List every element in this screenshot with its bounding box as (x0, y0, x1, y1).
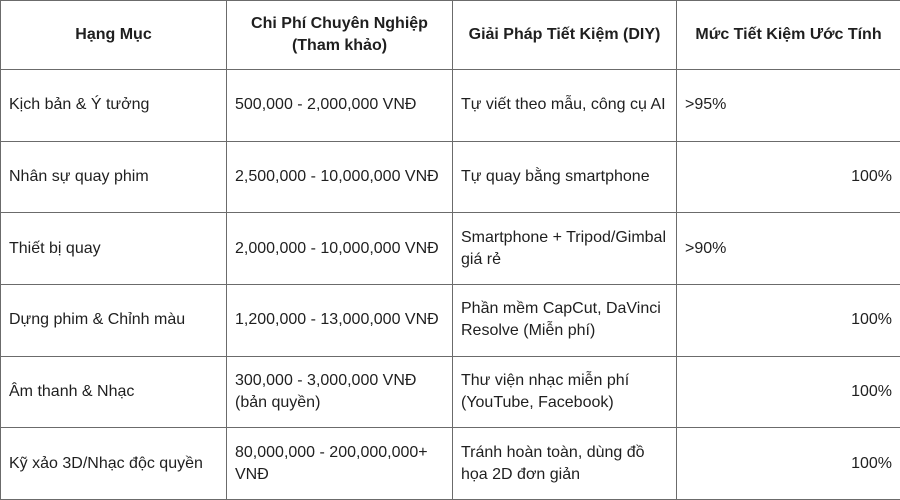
cell-saving: 100% (677, 141, 900, 213)
cell-item: Dựng phim & Chỉnh màu (1, 284, 227, 356)
cell-cost: 300,000 - 3,000,000 VNĐ (bản quyền) (227, 356, 453, 428)
cell-saving: 100% (677, 284, 900, 356)
cell-cost: 80,000,000 - 200,000,000+ VNĐ (227, 428, 453, 500)
cell-solution: Tự viết theo mẫu, công cụ AI (453, 70, 677, 142)
cell-saving: >90% (677, 213, 900, 285)
cell-cost: 2,000,000 - 10,000,000 VNĐ (227, 213, 453, 285)
cell-solution: Smartphone + Tripod/Gimbal giá rẻ (453, 213, 677, 285)
cell-cost: 500,000 - 2,000,000 VNĐ (227, 70, 453, 142)
cell-solution: Tránh hoàn toàn, dùng đồ họa 2D đơn giản (453, 428, 677, 500)
header-estimated-saving: Mức Tiết Kiệm Ước Tính (677, 1, 900, 70)
cell-saving: 100% (677, 428, 900, 500)
cell-item: Kỹ xảo 3D/Nhạc độc quyền (1, 428, 227, 500)
header-diy-solution: Giải Pháp Tiết Kiệm (DIY) (453, 1, 677, 70)
cell-saving: >95% (677, 70, 900, 142)
header-professional-cost: Chi Phí Chuyên Nghiệp (Tham khảo) (227, 1, 453, 70)
cell-solution: Thư viện nhạc miễn phí (YouTube, Facebook) (453, 356, 677, 428)
cell-saving: 100% (677, 356, 900, 428)
table-row (1, 356, 900, 428)
cell-item: Âm thanh & Nhạc (1, 356, 227, 428)
table-row (1, 428, 900, 500)
cell-solution: Phần mềm CapCut, DaVinci Resolve (Miễn phí) (453, 284, 677, 356)
table-header-row (1, 1, 900, 70)
cell-item: Nhân sự quay phim (1, 141, 227, 213)
table-row (1, 70, 900, 142)
header-category: Hạng Mục (1, 1, 227, 70)
cell-cost: 1,200,000 - 13,000,000 VNĐ (227, 284, 453, 356)
cell-cost: 2,500,000 - 10,000,000 VNĐ (227, 141, 453, 213)
table-row (1, 213, 900, 285)
table-row (1, 284, 900, 356)
cell-item: Kịch bản & Ý tưởng (1, 70, 227, 142)
cell-item: Thiết bị quay (1, 213, 227, 285)
table-row (1, 141, 900, 213)
cell-solution: Tự quay bằng smartphone (453, 141, 677, 213)
